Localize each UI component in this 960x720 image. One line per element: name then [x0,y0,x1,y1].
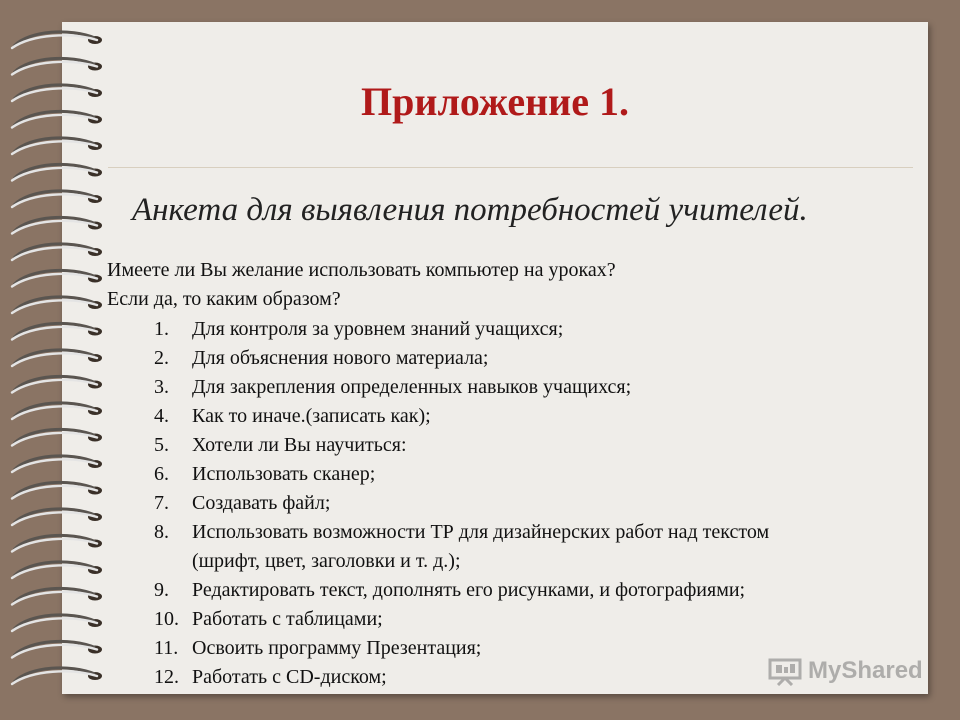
item-text: Для контроля за уровнем знаний учащихся; [192,318,564,340]
item-number: 2. [154,347,169,369]
list-item [154,344,769,373]
slide-title: Приложение 1. [361,79,629,124]
item-text: Для объяснения нового материала; [192,347,489,369]
item-text: (шрифт, цвет, заголовки и т. д.); [192,550,461,572]
spiral-ring [12,376,102,392]
spiral-ring [12,562,102,578]
watermark [768,656,923,686]
question-1: Имеете ли Вы желание использовать компьютер на уроках? [107,259,616,281]
item-text: Редактировать текст, дополнять его рисунками, и фотографиями; [192,579,746,601]
spiral-ring [12,323,102,339]
spiral-ring [12,270,102,286]
item-text: Как то иначе.(записать как); [192,405,431,427]
item-text: Использовать сканер; [192,463,376,485]
item-text: Создавать файл; [192,492,331,514]
spiral-ring [12,138,102,154]
list-item [154,402,769,431]
spiral-ring [12,588,102,604]
list-item [154,431,769,460]
list-item [154,315,769,344]
item-number: 5. [154,434,169,456]
options-list [154,315,769,692]
spiral-ring [12,509,102,525]
spiral-ring [12,297,102,313]
spiral-ring [12,668,102,684]
item-text: Для закрепления определенных навыков учащихся; [192,376,632,398]
item-number: 7. [154,492,169,514]
spiral-ring [12,164,102,180]
spiral-ring [12,244,102,260]
item-number: 1. [154,318,169,340]
spiral-ring [12,456,102,472]
item-text: Работать с таблицами; [192,608,383,630]
list-item [154,576,769,605]
item-number: 11. [154,637,179,659]
title-divider [108,167,913,168]
list-item [154,373,769,402]
list-item [154,460,769,489]
spiral-ring [12,58,102,74]
item-text: Хотели ли Вы научиться: [192,434,407,456]
spiral-ring [12,429,102,445]
item-number: 10. [154,608,179,630]
spiral-ring [12,191,102,207]
item-number: 9. [154,579,169,601]
question-2: Если да, то каким образом? [107,288,341,310]
presentation-icon [768,656,802,686]
item-text: Освоить программу Презентация; [192,637,482,659]
item-text: Работать с CD-диском; [192,666,387,688]
list-item [154,605,769,634]
spiral-ring [12,217,102,233]
list-item [154,489,769,518]
item-number: 6. [154,463,169,485]
watermark-label: MyShared [808,657,923,684]
list-item [154,518,769,547]
spiral-ring [12,615,102,631]
item-number: 4. [154,405,169,427]
spiral-ring [12,403,102,419]
item-number: 3. [154,376,169,398]
questionnaire-subtitle: Анкета для выявления потребностей учителей. [132,192,808,228]
spiral-ring [12,641,102,657]
spiral-ring [12,32,102,48]
item-text: Использовать возможности ТР для дизайнерских работ над текстом [192,521,770,543]
list-item-continuation [154,547,769,576]
spiral-ring [12,350,102,366]
item-number: 12. [154,666,179,688]
item-number: 8. [154,521,169,543]
list-item [154,634,769,663]
spiral-ring [12,535,102,551]
list-item [154,663,769,692]
spiral-ring [12,482,102,498]
